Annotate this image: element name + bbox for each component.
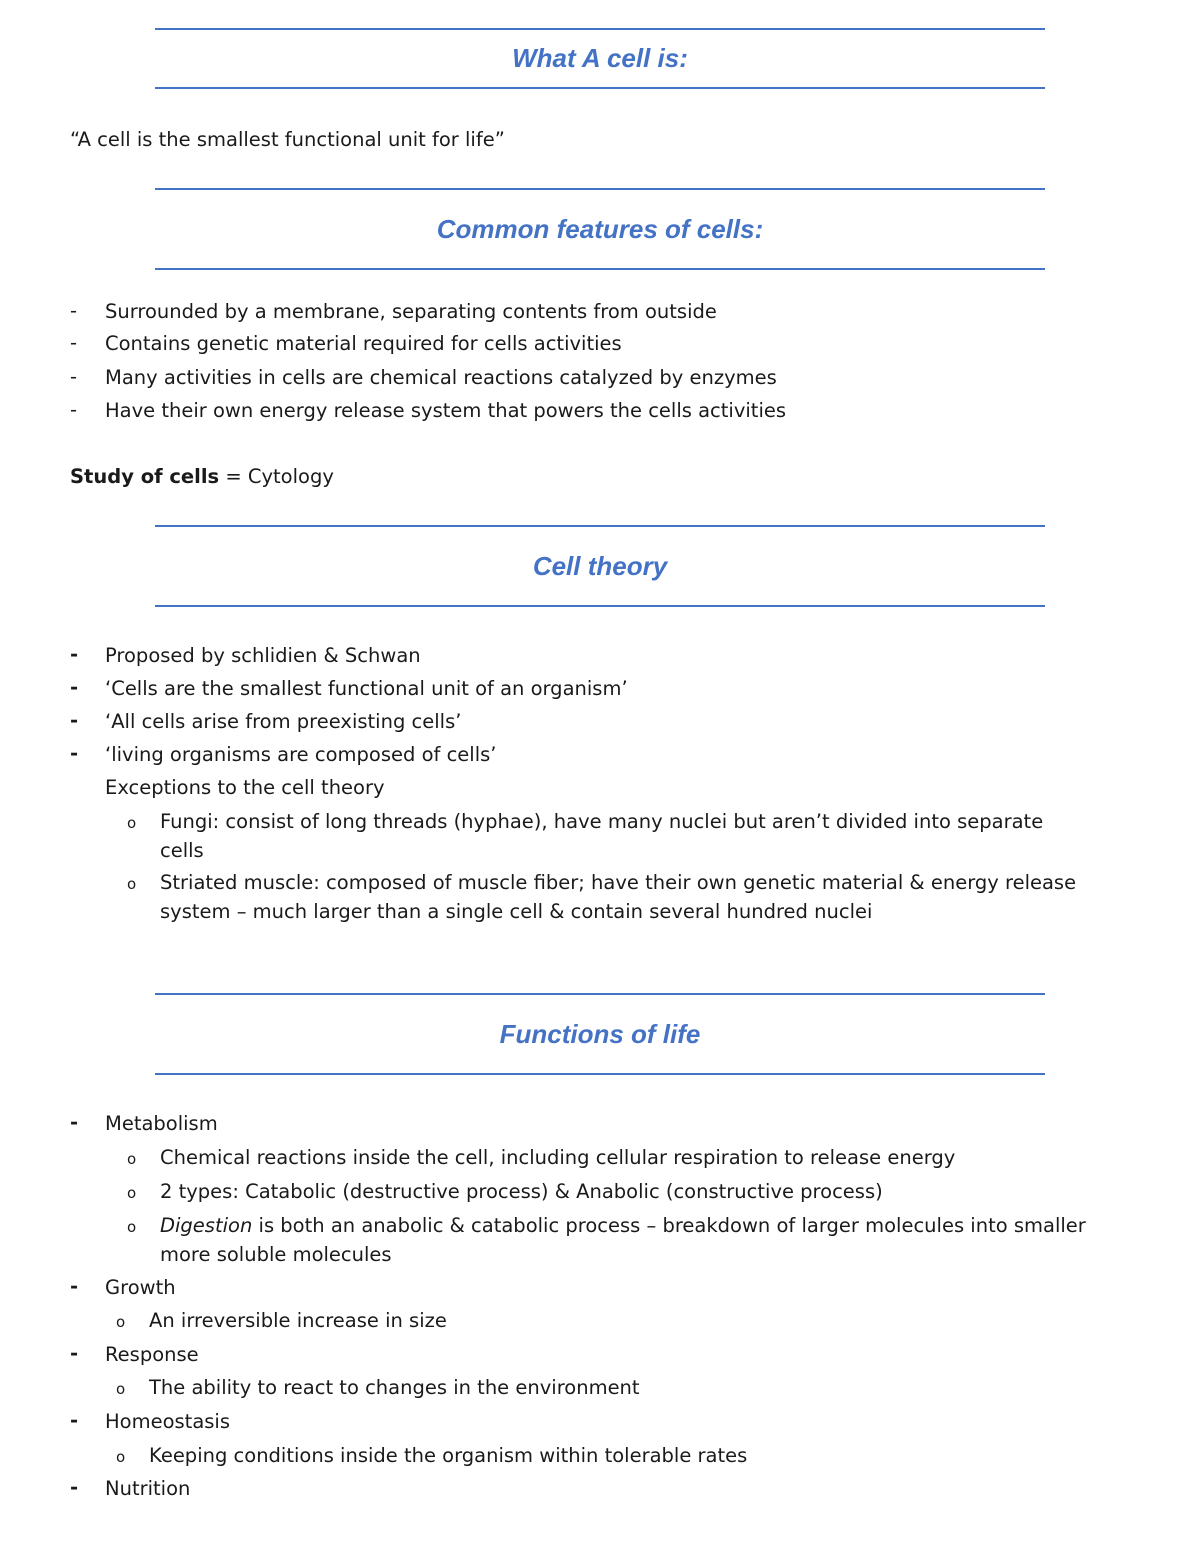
dash-bullet: -: [70, 643, 79, 666]
list-item: Have their own energy release system that powers the cells activities: [105, 399, 787, 422]
circle-bullet: o: [127, 1150, 137, 1168]
study-of-cells-line: [70, 463, 334, 491]
dash-bullet: -: [70, 299, 78, 322]
circle-bullet: o: [127, 814, 137, 832]
dash-bullet: -: [70, 1476, 79, 1499]
list-item: ‘living organisms are composed of cells’: [105, 743, 497, 766]
section-header-cell-theory: [155, 525, 1045, 607]
list-item: The ability to react to changes in the environment: [149, 1376, 640, 1399]
circle-bullet: o: [116, 1380, 126, 1398]
list-item: An irreversible increase in size: [149, 1309, 447, 1332]
list-item-homeostasis: Homeostasis: [105, 1410, 231, 1433]
study-value: = Cytology: [219, 465, 334, 488]
dash-bullet: -: [70, 331, 78, 354]
list-item: 2 types: Catabolic (destructive process) & Anabolic (constructive process): [160, 1180, 883, 1203]
exceptions-label: Exceptions to the cell theory: [105, 776, 385, 799]
circle-bullet: o: [116, 1313, 126, 1331]
list-item: Chemical reactions inside the cell, including cellular respiration to release energy: [160, 1146, 956, 1169]
circle-bullet: o: [127, 1218, 137, 1236]
list-item: Proposed by schlidien & Schwan: [105, 644, 421, 667]
dash-bullet: -: [70, 1275, 79, 1298]
dash-bullet: -: [70, 676, 79, 699]
dash-bullet: -: [70, 709, 79, 732]
section-title: What A cell is:: [512, 43, 688, 73]
section-title: Common features of cells:: [436, 213, 764, 244]
section-header-functions-of-life: [155, 993, 1045, 1075]
list-item: ‘Cells are the smallest functional unit of an organism’: [105, 677, 628, 700]
list-item-response: Response: [105, 1343, 199, 1366]
list-item: Many activities in cells are chemical reactions catalyzed by enzymes: [105, 366, 777, 389]
section-header-what-cell: [155, 28, 1045, 89]
dash-bullet: -: [70, 1409, 79, 1432]
section-title: Functions of life: [499, 1018, 701, 1049]
section-header-common-features: [155, 188, 1045, 270]
dash-bullet: -: [70, 365, 78, 388]
list-item: Keeping conditions inside the organism within tolerable rates: [149, 1444, 748, 1467]
list-item: Fungi: consist of long threads (hyphae), have many nuclei but aren’t divided into separate cells: [160, 810, 1044, 862]
dash-bullet: -: [70, 398, 78, 421]
digestion-term: Digestion: [160, 1214, 253, 1237]
digestion-description: is both an anabolic & catabolic process – breakdown of larger molecules into smaller more soluble molecules: [160, 1214, 1086, 1266]
list-item: ‘All cells arise from preexisting cells’: [105, 710, 462, 733]
list-item-nutrition: Nutrition: [105, 1477, 191, 1500]
cell-definition-quote: “A cell is the smallest functional unit for life”: [70, 128, 505, 151]
circle-bullet: o: [127, 1184, 137, 1202]
dash-bullet: -: [70, 742, 79, 765]
dash-bullet: -: [70, 1342, 79, 1365]
circle-bullet: o: [116, 1448, 126, 1466]
list-item-metabolism: Metabolism: [105, 1112, 218, 1135]
list-item: Striated muscle: composed of muscle fiber; have their own genetic material & energy release system – much larger than a single cell & contain several hundred nuclei: [160, 871, 1077, 923]
list-item-digestion: [160, 1212, 1110, 1269]
list-item: Contains genetic material required for cells activities: [105, 332, 622, 355]
dash-bullet: -: [70, 1111, 79, 1134]
list-item: Surrounded by a membrane, separating contents from outside: [105, 300, 717, 323]
circle-bullet: o: [127, 875, 137, 893]
study-label: Study of cells: [70, 465, 220, 488]
section-title: Cell theory: [532, 550, 668, 581]
list-item-growth: Growth: [105, 1276, 176, 1299]
